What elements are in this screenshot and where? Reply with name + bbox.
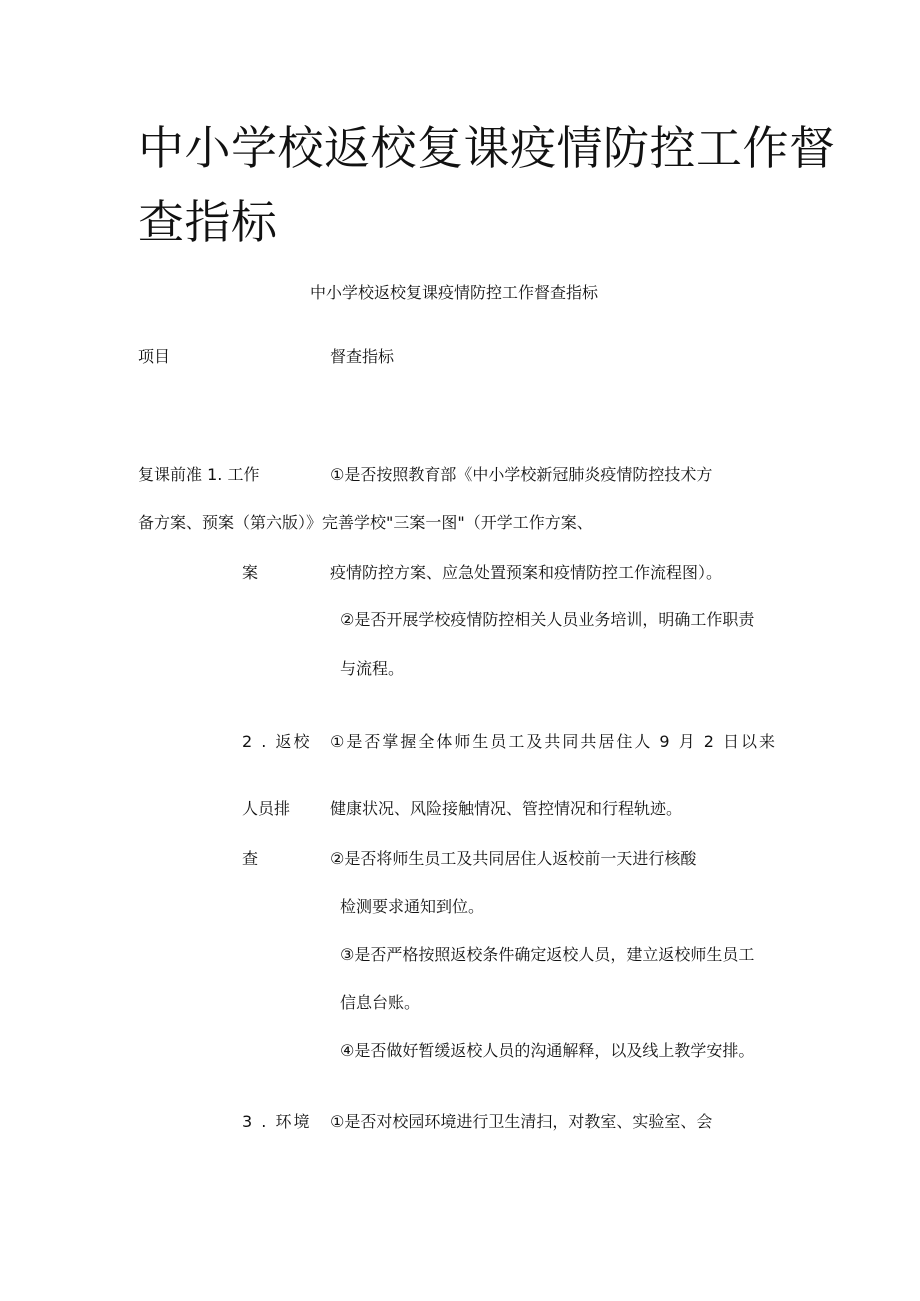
row13-category: 3 . 环境: [242, 1112, 312, 1131]
row2-text: 备方案、预案（第六版）》完善学校"三案一图"（开学工作方案、: [138, 513, 593, 532]
row11-indicator: 信息台账。: [340, 993, 421, 1012]
row8-indicator: ②是否将师生员工及共同居住人返校前一天进行核酸: [330, 849, 697, 868]
document-title-line2: 查指标: [138, 195, 278, 249]
row6-category: 2 . 返校: [242, 732, 312, 751]
document-title-line1: 中小学校返校复课疫情防控工作督: [138, 121, 836, 175]
header-project: 项目: [138, 347, 171, 366]
row13-indicator: ①是否对校园环境进行卫生清扫，对教室、实验室、会: [330, 1112, 713, 1131]
row7-category: 人员排: [242, 799, 291, 818]
row6-indicator: ①是否掌握全体师生员工及共同共居住人 9 月 2 日以来: [330, 732, 778, 751]
header-indicator: 督查指标: [330, 347, 395, 366]
row5-indicator: 与流程。: [340, 659, 405, 678]
row4-indicator: ②是否开展学校疫情防控相关人员业务培训，明确工作职责: [340, 610, 755, 629]
row8-category: 查: [242, 849, 259, 868]
row3-indicator: 疫情防控方案、应急处置预案和疫情防控工作流程图）。: [330, 563, 723, 582]
document-subtitle: 中小学校返校复课疫情防控工作督查指标: [310, 283, 599, 302]
row9-indicator: 检测要求通知到位。: [340, 897, 485, 916]
row1-category: 复课前准 1. 工作: [138, 465, 260, 484]
row7-indicator: 健康状况、风险接触情况、管控情况和行程轨迹。: [330, 799, 683, 818]
row3-category: 案: [242, 563, 259, 582]
row1-indicator: ①是否按照教育部《中小学校新冠肺炎疫情防控技术方: [330, 465, 713, 484]
row12-indicator: ④是否做好暂缓返校人员的沟通解释，以及线上教学安排。: [340, 1041, 755, 1060]
row10-indicator: ③是否严格按照返校条件确定返校人员，建立返校师生员工: [340, 945, 755, 964]
